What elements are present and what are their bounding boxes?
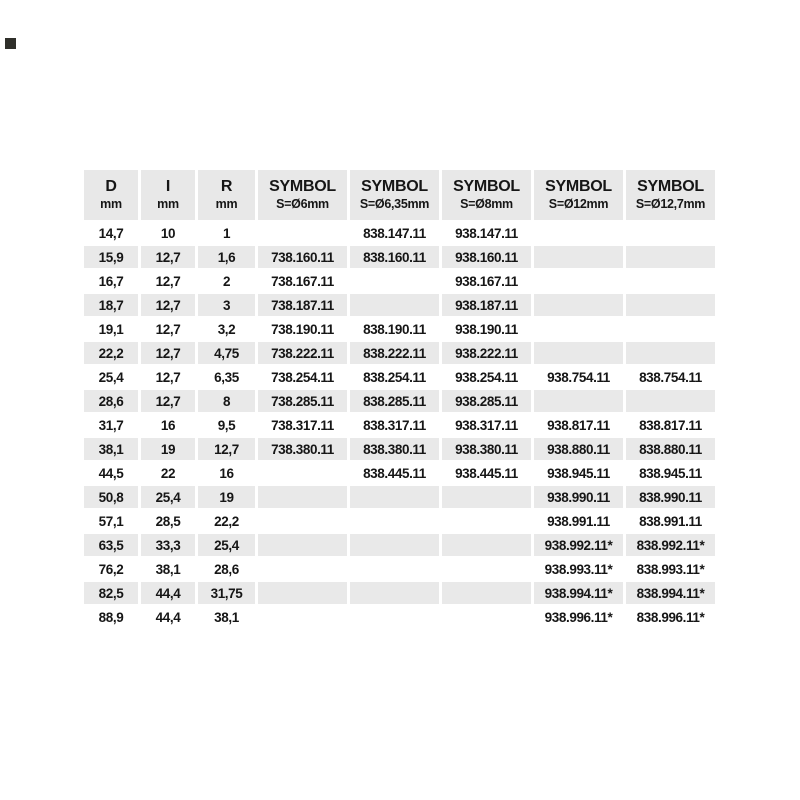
table-cell: 28,6 <box>84 390 138 412</box>
table-cell: 50,8 <box>84 486 138 508</box>
table-cell: 44,4 <box>141 582 195 604</box>
table-cell: 838.880.11 <box>626 438 715 460</box>
table-cell: 938.945.11 <box>547 465 610 481</box>
table-cell: 10 <box>160 225 176 241</box>
table-cell: 838.285.11 <box>350 390 439 412</box>
table-cell: 738.254.11 <box>271 369 334 385</box>
table-cell: 938.285.11 <box>442 390 531 412</box>
table-cell <box>258 462 347 484</box>
table-cell: 25,4 <box>198 534 255 556</box>
table-cell: 838.380.11 <box>350 438 439 460</box>
column-header-title: D <box>105 178 117 195</box>
table-cell: 838.993.11* <box>636 561 705 577</box>
table-row <box>84 462 715 484</box>
table-cell: 938.996.11* <box>544 609 613 625</box>
table-row <box>84 342 715 364</box>
column-header <box>258 170 347 220</box>
table-cell: 838.996.11* <box>636 609 705 625</box>
table-row <box>84 366 715 388</box>
column-header-subtitle: mm <box>157 197 179 211</box>
table-cell <box>626 222 715 244</box>
table-cell: 88,9 <box>98 609 124 625</box>
table-cell: 738.222.11 <box>258 342 347 364</box>
table-cell: 8 <box>198 390 255 412</box>
table-cell: 938.994.11* <box>534 582 623 604</box>
table-cell: 16 <box>219 465 234 481</box>
table-cell <box>626 294 715 316</box>
table-cell: 12,7 <box>141 246 195 268</box>
table-cell: 57,1 <box>98 513 124 529</box>
table-cell <box>350 558 439 580</box>
table-row <box>84 222 715 244</box>
table-cell: 12,7 <box>155 369 181 385</box>
table-cell: 22,2 <box>84 342 138 364</box>
table-cell <box>442 558 531 580</box>
column-header-title: SYMBOL <box>545 178 612 195</box>
table-cell: 838.160.11 <box>350 246 439 268</box>
column-header <box>141 170 195 220</box>
table-cell: 4,75 <box>198 342 255 364</box>
table-cell <box>258 558 347 580</box>
table-cell <box>626 390 715 412</box>
table-cell: 38,1 <box>84 438 138 460</box>
table-cell: 938.187.11 <box>442 294 531 316</box>
table-cell: 6,35 <box>214 369 239 385</box>
table-cell <box>534 246 623 268</box>
table-cell: 3 <box>198 294 255 316</box>
table-row <box>84 414 715 436</box>
table-cell: 738.187.11 <box>258 294 347 316</box>
table-cell: 838.754.11 <box>639 369 702 385</box>
drill-bit-spec-table <box>81 168 718 630</box>
table-cell: 31,7 <box>98 417 124 433</box>
table-cell: 738.317.11 <box>271 417 334 433</box>
table-row <box>84 246 715 268</box>
table-row <box>84 390 715 412</box>
table-cell: 38,1 <box>214 609 239 625</box>
column-header <box>442 170 531 220</box>
table-cell: 938.190.11 <box>455 321 518 337</box>
table-cell: 9,5 <box>217 417 236 433</box>
table-cell: 738.160.11 <box>258 246 347 268</box>
table-cell <box>258 510 347 532</box>
table-cell <box>350 270 439 292</box>
table-cell <box>626 246 715 268</box>
column-header-subtitle: S=Ø6,35mm <box>359 197 430 211</box>
table-cell <box>350 582 439 604</box>
table-cell: 12,7 <box>141 294 195 316</box>
table-cell: 838.991.11 <box>639 513 702 529</box>
table-cell: 44,5 <box>98 465 124 481</box>
table-cell <box>350 486 439 508</box>
table-cell: 2 <box>222 273 231 289</box>
table-cell: 12,7 <box>141 342 195 364</box>
table-cell: 16,7 <box>98 273 124 289</box>
table-cell: 738.190.11 <box>271 321 334 337</box>
column-header <box>84 170 138 220</box>
table-cell: 12,7 <box>155 321 181 337</box>
table-cell <box>626 342 715 364</box>
table-cell: 738.285.11 <box>258 390 347 412</box>
column-header-title: SYMBOL <box>269 178 336 195</box>
table-cell <box>534 342 623 364</box>
table-cell: 838.992.11* <box>626 534 715 556</box>
table-cell <box>534 270 623 292</box>
table-cell: 838.147.11 <box>363 225 426 241</box>
table-cell: 1,6 <box>198 246 255 268</box>
table-cell: 838.190.11 <box>363 321 426 337</box>
table-cell: 838.990.11 <box>626 486 715 508</box>
table-cell: 25,4 <box>98 369 124 385</box>
column-header-subtitle: S=Ø8mm <box>460 197 513 211</box>
table-cell: 12,7 <box>198 438 255 460</box>
table-row <box>84 318 715 340</box>
table-cell: 3,2 <box>217 321 236 337</box>
table-cell: 19 <box>141 438 195 460</box>
table-cell: 738.167.11 <box>271 273 334 289</box>
table-row <box>84 558 715 580</box>
table-cell: 25,4 <box>141 486 195 508</box>
table-cell: 938.160.11 <box>442 246 531 268</box>
table-cell <box>258 606 347 628</box>
table-cell <box>534 294 623 316</box>
table-cell: 938.991.11 <box>547 513 610 529</box>
table-cell: 838.222.11 <box>350 342 439 364</box>
column-header-subtitle: mm <box>215 197 238 211</box>
table-cell: 938.990.11 <box>534 486 623 508</box>
column-header <box>626 170 715 220</box>
table-cell: 22 <box>160 465 176 481</box>
table-cell <box>350 534 439 556</box>
table-row <box>84 486 715 508</box>
table-body <box>84 222 715 628</box>
table-cell: 838.945.11 <box>639 465 702 481</box>
header-row <box>84 170 715 220</box>
table-cell: 1 <box>222 225 231 241</box>
table-cell: 938.380.11 <box>442 438 531 460</box>
column-header-title: SYMBOL <box>453 178 520 195</box>
table-cell <box>534 390 623 412</box>
table-cell <box>626 270 715 292</box>
table-cell <box>442 486 531 508</box>
table-row <box>84 510 715 532</box>
table-cell: 76,2 <box>98 561 124 577</box>
table-cell <box>534 222 623 244</box>
table-cell <box>350 294 439 316</box>
table-cell: 12,7 <box>155 273 181 289</box>
table-row <box>84 534 715 556</box>
table-cell: 12,7 <box>141 390 195 412</box>
column-header-subtitle: S=Ø12mm <box>548 197 609 211</box>
table-cell: 22,2 <box>214 513 239 529</box>
table-header <box>84 170 715 220</box>
table-cell: 838.317.11 <box>363 417 426 433</box>
column-header-subtitle: S=Ø12,7mm <box>635 197 706 211</box>
table-cell <box>626 318 715 340</box>
table-cell: 33,3 <box>141 534 195 556</box>
table-cell: 16 <box>160 417 176 433</box>
table-cell: 44,4 <box>155 609 181 625</box>
table-cell: 938.992.11* <box>534 534 623 556</box>
table-cell: 838.254.11 <box>363 369 426 385</box>
table-cell <box>258 582 347 604</box>
table-cell <box>534 318 623 340</box>
table-cell: 19,1 <box>98 321 124 337</box>
table-cell: 14,7 <box>98 225 124 241</box>
table-cell: 28,6 <box>214 561 239 577</box>
table-row <box>84 270 715 292</box>
column-header-title: SYMBOL <box>361 178 428 195</box>
table-row <box>84 294 715 316</box>
table-cell: 738.380.11 <box>258 438 347 460</box>
table-cell: 938.317.11 <box>455 417 518 433</box>
table-cell <box>442 534 531 556</box>
table-cell: 838.445.11 <box>363 465 426 481</box>
table-row <box>84 582 715 604</box>
table-cell: 938.445.11 <box>455 465 518 481</box>
table-cell: 938.817.11 <box>547 417 610 433</box>
table-cell: 938.254.11 <box>455 369 518 385</box>
table-cell: 28,5 <box>155 513 181 529</box>
column-header <box>534 170 623 220</box>
table-row <box>84 606 715 628</box>
column-header-subtitle: mm <box>100 197 122 211</box>
column-header-subtitle: S=Ø6mm <box>276 197 329 211</box>
column-header-title: R <box>220 178 233 195</box>
table-cell: 82,5 <box>84 582 138 604</box>
column-header-title: SYMBOL <box>637 178 704 195</box>
column-header-title: I <box>165 178 171 195</box>
table-cell: 938.147.11 <box>455 225 518 241</box>
column-header <box>198 170 255 220</box>
table-cell <box>442 606 531 628</box>
table-cell <box>258 534 347 556</box>
table-cell: 938.222.11 <box>442 342 531 364</box>
table-cell: 18,7 <box>84 294 138 316</box>
table-cell: 938.880.11 <box>534 438 623 460</box>
table-cell: 838.994.11* <box>626 582 715 604</box>
table-cell: 15,9 <box>84 246 138 268</box>
table-cell: 938.993.11* <box>544 561 613 577</box>
table-cell: 31,75 <box>198 582 255 604</box>
corner-mark <box>5 38 16 49</box>
table-row <box>84 438 715 460</box>
column-header <box>350 170 439 220</box>
table-cell: 19 <box>198 486 255 508</box>
table-cell: 938.754.11 <box>547 369 610 385</box>
table-cell <box>350 510 439 532</box>
table-cell: 938.167.11 <box>455 273 518 289</box>
table-cell: 38,1 <box>155 561 181 577</box>
table-cell <box>442 582 531 604</box>
table-cell <box>258 486 347 508</box>
table-cell: 63,5 <box>84 534 138 556</box>
table-cell: 838.817.11 <box>639 417 702 433</box>
table-cell <box>258 222 347 244</box>
table-cell <box>442 510 531 532</box>
table-cell <box>350 606 439 628</box>
